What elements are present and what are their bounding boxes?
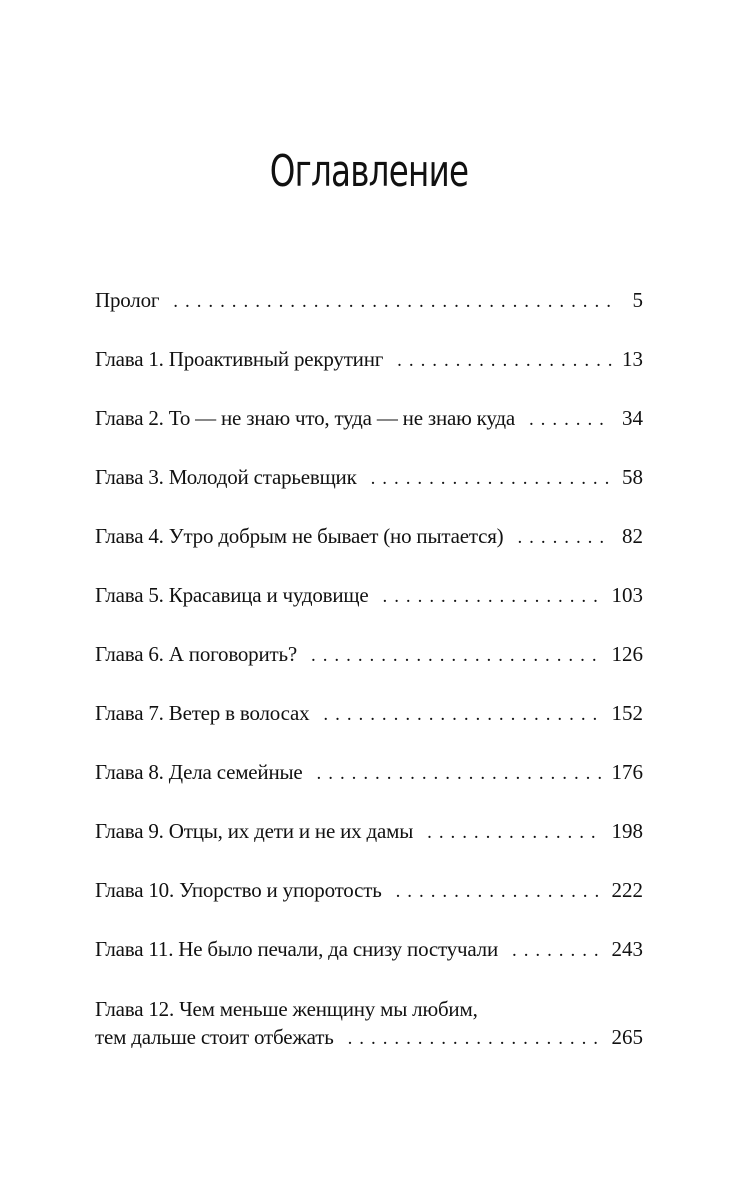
- toc-entry-chapter-2[interactable]: [95, 404, 643, 434]
- toc-entry-title: Глава 8. Дела семейные: [95, 760, 303, 784]
- dot-leader: [396, 878, 602, 906]
- toc-entry-title-line-1: Глава 12. Чем меньше женщину мы любим,: [95, 997, 478, 1021]
- toc-page-number: 243: [611, 937, 643, 961]
- toc-page-number: 265: [611, 1025, 643, 1049]
- toc-entry-title: Глава 2. То — не знаю что, туда — не знаю куда: [95, 406, 515, 430]
- dot-leader: [173, 288, 619, 316]
- dot-leader: [427, 819, 601, 847]
- dot-leader: [383, 583, 602, 611]
- toc-entry-title: Глава 11. Не было печали, да снизу постучали: [95, 937, 498, 961]
- toc-entry-title: Глава 7. Ветер в волосах: [95, 701, 310, 725]
- toc-page-number: 103: [611, 583, 643, 607]
- toc-entry-title: Глава 6. А поговорить?: [95, 642, 298, 666]
- toc-entry-chapter-4[interactable]: [95, 522, 643, 552]
- toc-page-number: 58: [622, 465, 643, 489]
- toc-entry-title: Глава 10. Упорство и упоротость: [95, 878, 382, 902]
- dot-leader: [311, 642, 601, 670]
- toc-entry-chapter-11[interactable]: [95, 935, 643, 965]
- toc-page-number: 5: [632, 288, 643, 312]
- toc-page-number: 126: [611, 642, 643, 666]
- toc-entry-title: Глава 1. Проактивный рекрутинг: [95, 347, 384, 371]
- toc-page-number: 82: [622, 524, 643, 548]
- toc-entry-chapter-10[interactable]: [95, 876, 643, 906]
- toc-entry-chapter-9[interactable]: [95, 817, 643, 847]
- dot-leader: [323, 701, 601, 729]
- toc-entry-title-line-2: тем дальше стоит отбежать: [95, 1025, 334, 1049]
- toc-page-number: 222: [611, 878, 643, 902]
- dot-leader: [529, 406, 612, 434]
- toc-page-number: 34: [622, 406, 643, 430]
- toc-entry-chapter-12[interactable]: [95, 995, 643, 1053]
- toc-entry-title: Пролог: [95, 288, 160, 312]
- toc-entry-chapter-5[interactable]: [95, 581, 643, 611]
- toc-entry-title: Глава 4. Утро добрым не бывает (но пытается): [95, 524, 504, 548]
- toc-entry-chapter-1[interactable]: [95, 345, 643, 375]
- toc-page-number: 152: [611, 701, 643, 725]
- dot-leader: [512, 937, 602, 965]
- dot-leader: [317, 760, 602, 788]
- toc-entry-prologue[interactable]: [95, 286, 643, 316]
- toc-entry-title: Глава 3. Молодой старьевщик: [95, 465, 357, 489]
- toc-entry-chapter-8[interactable]: [95, 758, 643, 788]
- toc-entry-title: Глава 5. Красавица и чудовище: [95, 583, 369, 607]
- toc-entry-chapter-6[interactable]: [95, 640, 643, 670]
- toc-entry-chapter-3[interactable]: [95, 463, 643, 493]
- toc-entry-title: Глава 9. Отцы, их дети и не их дамы: [95, 819, 414, 843]
- dot-leader: [517, 524, 612, 552]
- toc-page-number: 198: [611, 819, 643, 843]
- toc-page-number: 176: [611, 760, 643, 784]
- toc-page-number: 13: [622, 347, 643, 371]
- dot-leader: [371, 465, 612, 493]
- toc-entry-chapter-7[interactable]: [95, 699, 643, 729]
- dot-leader: [348, 1025, 602, 1053]
- page-title: Оглавление: [269, 146, 469, 197]
- dot-leader: [397, 347, 612, 375]
